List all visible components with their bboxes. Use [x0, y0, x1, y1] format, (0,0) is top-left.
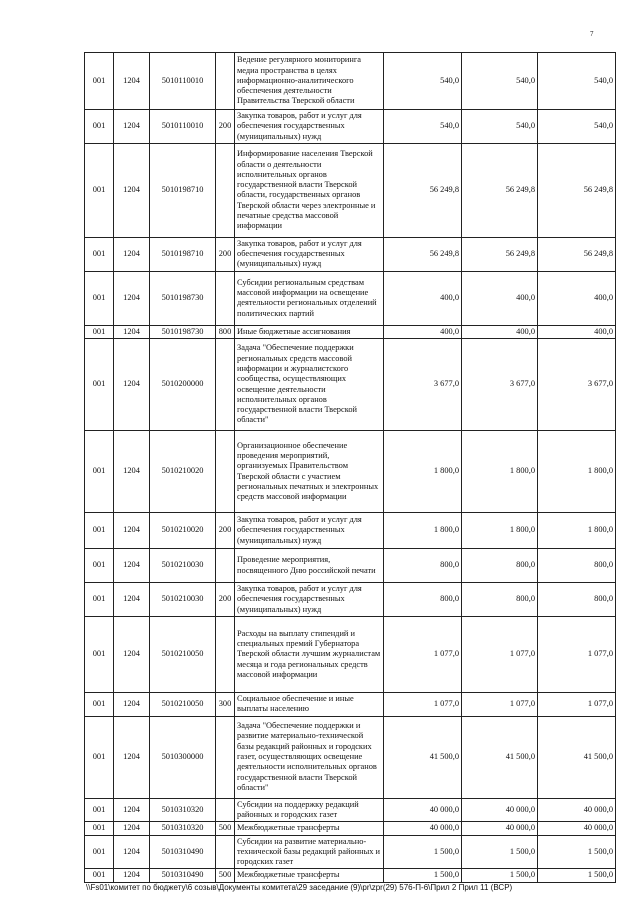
amount-year1-cell: 540,0	[384, 53, 462, 110]
description-cell: Организационное обеспечение проведения мероприятий, организуемых Правительством Тверской области с участием региональных печатных и электронных средств массовой информации	[235, 431, 384, 513]
code-section-cell: 1204	[114, 869, 150, 882]
description-cell: Задача "Обеспечение поддержки региональных средств массовой информации и журналистского сообщества, осуществляющих освещение деятельности исполнительных органов государственной власти Тверской области"	[235, 339, 384, 431]
code-expense-type-cell	[216, 549, 235, 583]
code-expense-type-cell: 200	[216, 513, 235, 549]
code-expense-type-cell	[216, 716, 235, 798]
description-cell: Социальное обеспечение и иные выплаты населению	[235, 693, 384, 717]
description-cell: Проведение мероприятия, посвященного Дню российской печати	[235, 549, 384, 583]
table-row	[85, 271, 616, 325]
code-expense-type-cell: 500	[216, 822, 235, 835]
table-row	[85, 869, 616, 882]
table-row	[85, 143, 616, 237]
code-section-cell: 1204	[114, 237, 150, 271]
code-section-cell: 1204	[114, 549, 150, 583]
code-admin-cell: 001	[85, 271, 114, 325]
table-row	[85, 237, 616, 271]
description-cell: Субсидии на развитие материально-технической базы редакций районных и городских газет	[235, 835, 384, 869]
code-target-article-cell: 5010310320	[150, 822, 216, 835]
amount-year2-cell: 1 800,0	[462, 513, 538, 549]
code-admin-cell: 001	[85, 798, 114, 822]
code-section-cell: 1204	[114, 110, 150, 144]
code-admin-cell: 001	[85, 237, 114, 271]
code-target-article-cell: 5010200000	[150, 339, 216, 431]
amount-year2-cell: 1 500,0	[462, 869, 538, 882]
code-expense-type-cell: 200	[216, 583, 235, 617]
amount-year3-cell: 400,0	[538, 325, 616, 338]
code-target-article-cell: 5010198730	[150, 325, 216, 338]
amount-year2-cell: 40 000,0	[462, 798, 538, 822]
amount-year3-cell: 1 800,0	[538, 431, 616, 513]
code-target-article-cell: 5010310320	[150, 798, 216, 822]
description-cell: Ведение регулярного мониторинга медиа пространства в целях информационно-аналитического обеспечения деятельности Правительства Тверской области	[235, 53, 384, 110]
code-target-article-cell: 5010310490	[150, 835, 216, 869]
description-cell: Закупка товаров, работ и услуг для обеспечения государственных (муниципальных) нужд	[235, 110, 384, 144]
code-section-cell: 1204	[114, 693, 150, 717]
code-admin-cell: 001	[85, 325, 114, 338]
footer-file-path: \\Fs01\комитет по бюджету\6 созыв\Документы комитета\29 заседание (9)\pr\zpr(29) 576-П-6\Прил 2 Прил 11 (ВСР)	[86, 883, 513, 892]
table-body	[85, 53, 616, 883]
code-section-cell: 1204	[114, 143, 150, 237]
amount-year2-cell: 1 077,0	[462, 617, 538, 693]
amount-year2-cell: 41 500,0	[462, 716, 538, 798]
amount-year2-cell: 3 677,0	[462, 339, 538, 431]
amount-year3-cell: 400,0	[538, 271, 616, 325]
table-row	[85, 798, 616, 822]
amount-year3-cell: 40 000,0	[538, 798, 616, 822]
amount-year3-cell: 540,0	[538, 110, 616, 144]
amount-year3-cell: 1 500,0	[538, 835, 616, 869]
amount-year3-cell: 40 000,0	[538, 822, 616, 835]
code-section-cell: 1204	[114, 271, 150, 325]
code-expense-type-cell	[216, 431, 235, 513]
budget-table	[84, 52, 616, 883]
amount-year1-cell: 800,0	[384, 549, 462, 583]
amount-year1-cell: 800,0	[384, 583, 462, 617]
code-admin-cell: 001	[85, 617, 114, 693]
code-admin-cell: 001	[85, 431, 114, 513]
table-row	[85, 617, 616, 693]
code-expense-type-cell	[216, 798, 235, 822]
amount-year2-cell: 400,0	[462, 325, 538, 338]
code-expense-type-cell	[216, 271, 235, 325]
table-row	[85, 513, 616, 549]
code-admin-cell: 001	[85, 835, 114, 869]
code-target-article-cell: 5010210020	[150, 431, 216, 513]
amount-year1-cell: 1 500,0	[384, 869, 462, 882]
amount-year2-cell: 1 800,0	[462, 431, 538, 513]
code-expense-type-cell: 200	[216, 110, 235, 144]
code-target-article-cell: 5010198730	[150, 271, 216, 325]
amount-year1-cell: 1 800,0	[384, 513, 462, 549]
amount-year2-cell: 56 249,8	[462, 143, 538, 237]
code-expense-type-cell	[216, 53, 235, 110]
amount-year1-cell: 56 249,8	[384, 143, 462, 237]
table-row	[85, 431, 616, 513]
amount-year1-cell: 40 000,0	[384, 822, 462, 835]
code-section-cell: 1204	[114, 822, 150, 835]
code-admin-cell: 001	[85, 143, 114, 237]
description-cell: Закупка товаров, работ и услуг для обеспечения государственных (муниципальных) нужд	[235, 513, 384, 549]
description-cell: Информирование населения Тверской области о деятельности исполнительных органов государственной власти Тверской области, государственных органов Тверской области через электронные и печатные средства массовой информации	[235, 143, 384, 237]
code-admin-cell: 001	[85, 869, 114, 882]
amount-year1-cell: 1 800,0	[384, 431, 462, 513]
table-row	[85, 53, 616, 110]
amount-year2-cell: 40 000,0	[462, 822, 538, 835]
code-section-cell: 1204	[114, 716, 150, 798]
description-cell: Субсидии региональным средствам массовой информации на освещение деятельности региональных отделений политических партий	[235, 271, 384, 325]
code-section-cell: 1204	[114, 325, 150, 338]
code-expense-type-cell: 200	[216, 237, 235, 271]
code-section-cell: 1204	[114, 339, 150, 431]
table-row	[85, 822, 616, 835]
code-section-cell: 1204	[114, 53, 150, 110]
amount-year1-cell: 40 000,0	[384, 798, 462, 822]
amount-year3-cell: 56 249,8	[538, 237, 616, 271]
table-row	[85, 110, 616, 144]
amount-year3-cell: 800,0	[538, 549, 616, 583]
code-expense-type-cell: 500	[216, 869, 235, 882]
table-row	[85, 325, 616, 338]
amount-year3-cell: 1 077,0	[538, 617, 616, 693]
code-target-article-cell: 5010198710	[150, 237, 216, 271]
amount-year2-cell: 1 500,0	[462, 835, 538, 869]
code-admin-cell: 001	[85, 513, 114, 549]
amount-year1-cell: 400,0	[384, 271, 462, 325]
page-number: 7	[590, 30, 594, 38]
code-target-article-cell: 5010110010	[150, 53, 216, 110]
code-section-cell: 1204	[114, 431, 150, 513]
table-row	[85, 716, 616, 798]
code-target-article-cell: 5010210050	[150, 693, 216, 717]
code-target-article-cell: 5010210050	[150, 617, 216, 693]
code-admin-cell: 001	[85, 716, 114, 798]
amount-year2-cell: 56 249,8	[462, 237, 538, 271]
code-admin-cell: 001	[85, 53, 114, 110]
amount-year2-cell: 800,0	[462, 583, 538, 617]
code-admin-cell: 001	[85, 339, 114, 431]
description-cell: Межбюджетные трансферты	[235, 869, 384, 882]
code-section-cell: 1204	[114, 798, 150, 822]
amount-year1-cell: 540,0	[384, 110, 462, 144]
amount-year1-cell: 3 677,0	[384, 339, 462, 431]
amount-year3-cell: 1 500,0	[538, 869, 616, 882]
code-expense-type-cell: 300	[216, 693, 235, 717]
amount-year2-cell: 540,0	[462, 110, 538, 144]
description-cell: Межбюджетные трансферты	[235, 822, 384, 835]
code-target-article-cell: 5010198710	[150, 143, 216, 237]
code-section-cell: 1204	[114, 617, 150, 693]
code-target-article-cell: 5010210020	[150, 513, 216, 549]
amount-year1-cell: 1 500,0	[384, 835, 462, 869]
code-admin-cell: 001	[85, 822, 114, 835]
code-target-article-cell: 5010310490	[150, 869, 216, 882]
code-target-article-cell: 5010210030	[150, 583, 216, 617]
code-admin-cell: 001	[85, 110, 114, 144]
amount-year3-cell: 3 677,0	[538, 339, 616, 431]
code-section-cell: 1204	[114, 513, 150, 549]
amount-year1-cell: 400,0	[384, 325, 462, 338]
table-row	[85, 549, 616, 583]
amount-year3-cell: 800,0	[538, 583, 616, 617]
table-row	[85, 339, 616, 431]
code-expense-type-cell	[216, 143, 235, 237]
description-cell: Расходы на выплату стипендий и специальных премий Губернатора Тверской области лучшим журналистам месяца и года региональных средств массовой информации	[235, 617, 384, 693]
table-row	[85, 583, 616, 617]
amount-year1-cell: 41 500,0	[384, 716, 462, 798]
code-expense-type-cell	[216, 835, 235, 869]
table-row	[85, 693, 616, 717]
description-cell: Иные бюджетные ассигнования	[235, 325, 384, 338]
description-cell: Задача "Обеспечение поддержки и развитие материально-технической базы редакций районных и городских газет, осуществляющих освещение деятельности исполнительных органов государственной власти Тверской области"	[235, 716, 384, 798]
code-expense-type-cell: 800	[216, 325, 235, 338]
code-section-cell: 1204	[114, 835, 150, 869]
code-target-article-cell: 5010300000	[150, 716, 216, 798]
code-expense-type-cell	[216, 617, 235, 693]
code-admin-cell: 001	[85, 583, 114, 617]
amount-year3-cell: 540,0	[538, 53, 616, 110]
amount-year1-cell: 1 077,0	[384, 617, 462, 693]
amount-year1-cell: 1 077,0	[384, 693, 462, 717]
code-expense-type-cell	[216, 339, 235, 431]
code-admin-cell: 001	[85, 549, 114, 583]
code-section-cell: 1204	[114, 583, 150, 617]
amount-year2-cell: 400,0	[462, 271, 538, 325]
code-target-article-cell: 5010110010	[150, 110, 216, 144]
amount-year1-cell: 56 249,8	[384, 237, 462, 271]
amount-year2-cell: 540,0	[462, 53, 538, 110]
amount-year3-cell: 56 249,8	[538, 143, 616, 237]
amount-year2-cell: 800,0	[462, 549, 538, 583]
table-row	[85, 835, 616, 869]
code-target-article-cell: 5010210030	[150, 549, 216, 583]
description-cell: Закупка товаров, работ и услуг для обеспечения государственных (муниципальных) нужд	[235, 583, 384, 617]
amount-year3-cell: 1 800,0	[538, 513, 616, 549]
amount-year3-cell: 41 500,0	[538, 716, 616, 798]
code-admin-cell: 001	[85, 693, 114, 717]
amount-year2-cell: 1 077,0	[462, 693, 538, 717]
amount-year3-cell: 1 077,0	[538, 693, 616, 717]
description-cell: Субсидии на поддержку редакций районных и городских газет	[235, 798, 384, 822]
description-cell: Закупка товаров, работ и услуг для обеспечения государственных (муниципальных) нужд	[235, 237, 384, 271]
